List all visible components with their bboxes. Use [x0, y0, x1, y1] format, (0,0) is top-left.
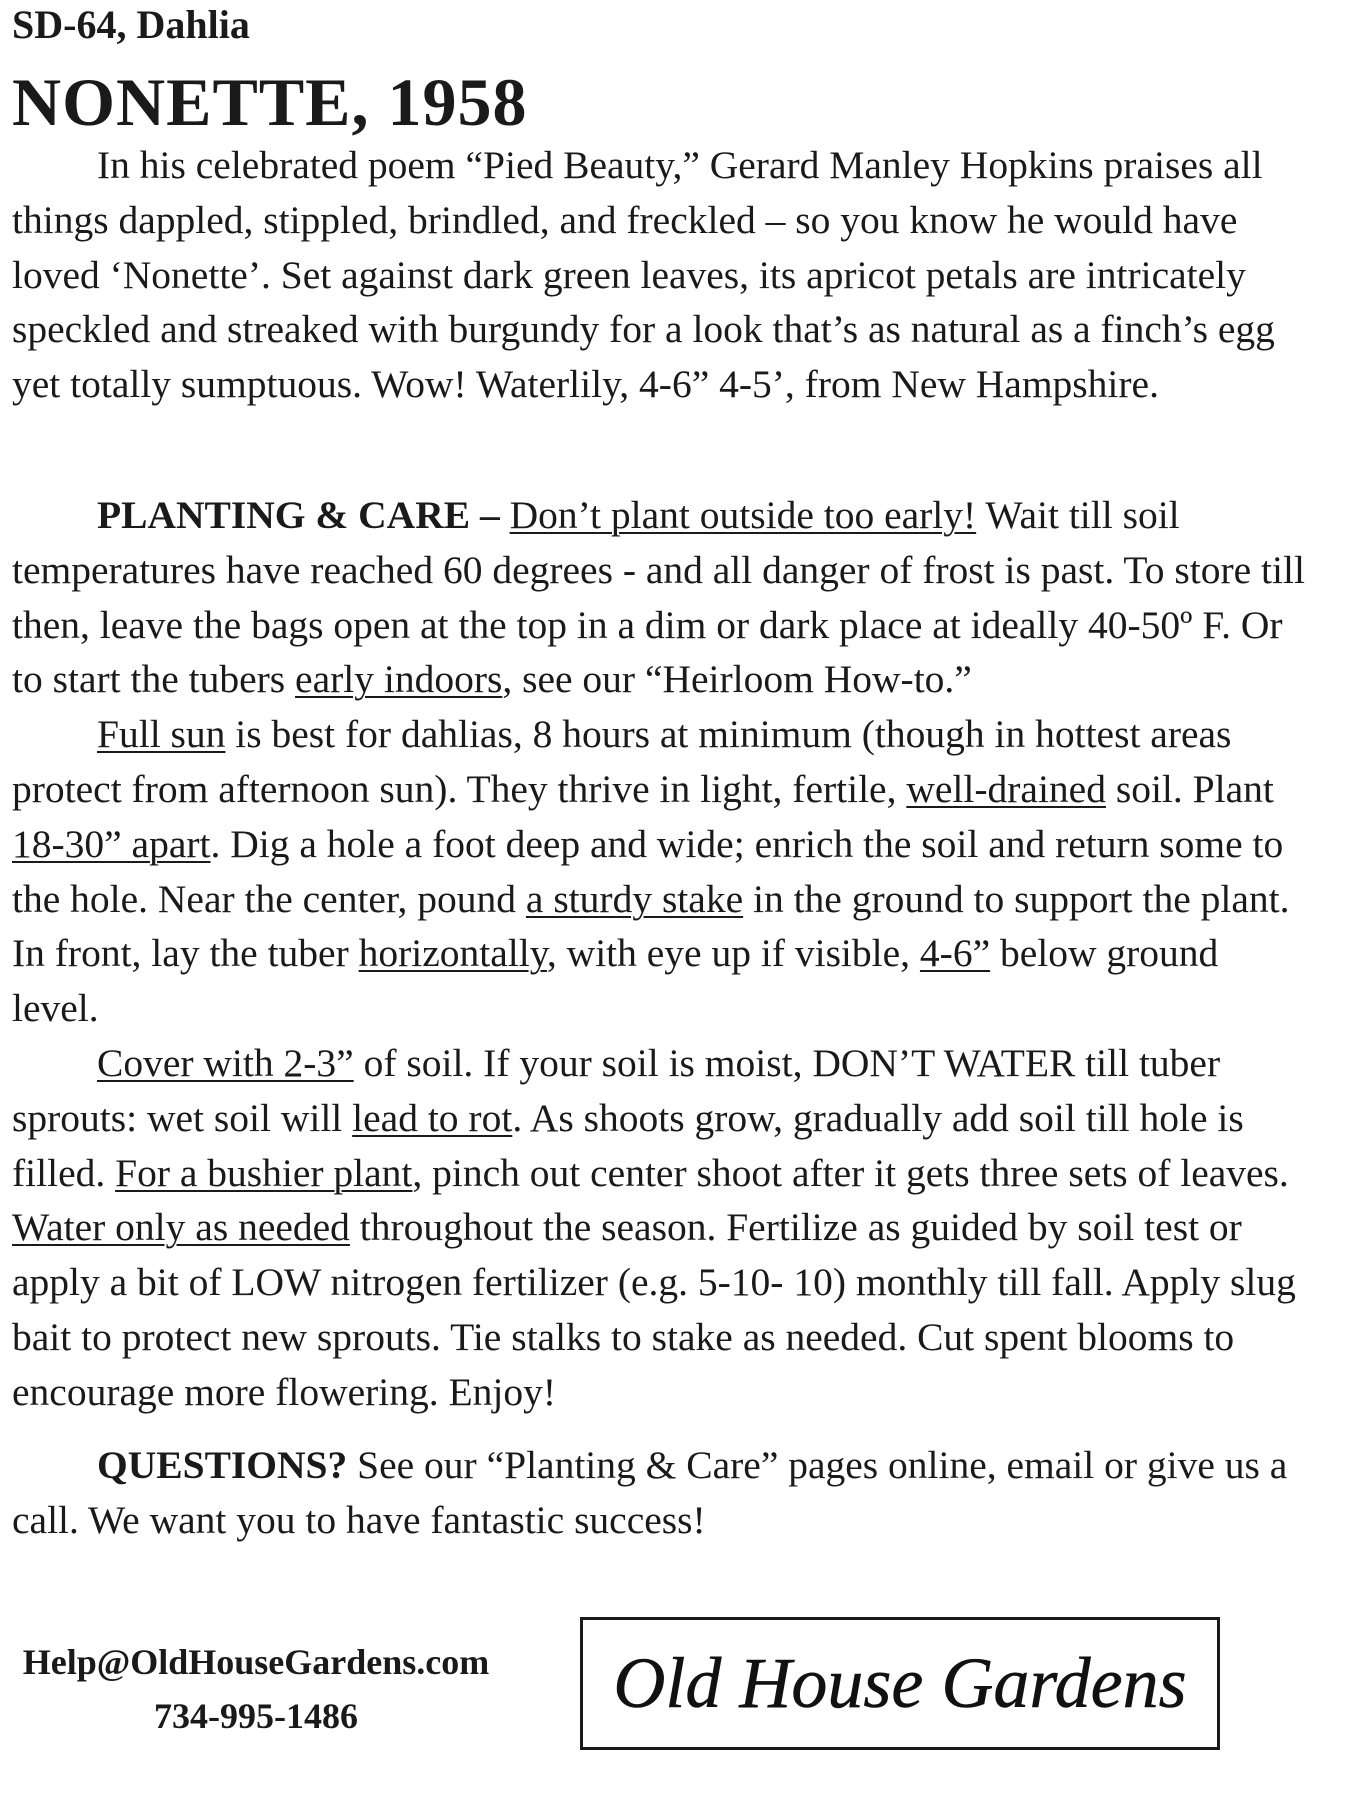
questions-heading: QUESTIONS?: [97, 1443, 348, 1487]
logo-wordmark: [605, 1629, 1195, 1739]
intro-text: In his celebrated poem “Pied Beauty,” Gerard Manley Hopkins praises all things dappled, stippled, brindled, and freckled – so you know he would have loved ‘Nonette’. Set against dark green leaves, its apricot petals are intricately speckled and streaked with burgundy for a look that’s as natural as a finch’s egg yet totally sumptuous. Wow! Waterlily, 4-6” 4-5’, from New Hampshire.: [12, 143, 1275, 407]
contact-email: Help@OldHouseGardens.com: [22, 1642, 490, 1682]
planting-text: of soil. If your soil is moist, DON’T WATER till tuber sprouts: wet soil will: [12, 1040, 1221, 1140]
planting-text: . Dig a hole a foot deep and wide; enrich the soil and return some to the hole. Near the center, pound: [12, 821, 1284, 921]
planting-emphasis: 18-30” apart: [12, 821, 211, 866]
planting-text: below ground level.: [12, 931, 1219, 1031]
planting-care-section: [12, 488, 1312, 1420]
planting-emphasis: 4-6”: [919, 931, 991, 976]
planting-text: , pinch out center shoot after it gets three sets of leaves.: [412, 1150, 1289, 1195]
planting-text: soil. Plant: [1115, 766, 1274, 811]
planting-text: throughout the season. Fertilize as guided by soil test or apply a bit of LOW nitrogen fertilizer (e.g. 5-10- 10) monthly till fall. Apply slug bait to protect new sprouts. Tie stalks to stake as needed. Cut spent blooms to encourage more flowering. Enjoy!: [12, 1205, 1296, 1414]
contact-phone: 734-995-1486: [154, 1696, 358, 1736]
planting-warning: Don’t plant outside too early!: [509, 493, 977, 537]
brand-logo: [580, 1617, 1220, 1750]
planting-emphasis: Water only as needed: [12, 1205, 350, 1250]
planting-emphasis: early indoors: [295, 657, 503, 702]
planting-text: , see our “Heirloom How-to.”: [502, 657, 972, 702]
planting-heading: PLANTING & CARE –: [97, 493, 500, 537]
planting-text: , with eye up if visible,: [546, 931, 911, 976]
planting-emphasis: Cover with 2-3”: [97, 1040, 354, 1085]
variety-title: NONETTE, 1958: [12, 64, 528, 140]
logo-text: Old House Gardens: [613, 1642, 1187, 1723]
questions-paragraph: [12, 1438, 1312, 1548]
planting-text: Wait till soil temperatures have reached 60 degrees - and all danger of frost is past. To store till then, leave the bags open at the top in a dim or dark place at ideally 40-50º F. Or to start the tubers: [12, 493, 1305, 702]
product-code: SD-64, Dahlia: [12, 2, 250, 47]
questions-text: See our “Planting & Care” pages online, email or give us a call. We want you to have fantastic success!: [12, 1443, 1288, 1542]
planting-emphasis: horizontally: [358, 931, 547, 976]
contact-block: [6, 1635, 506, 1743]
planting-emphasis: lead to rot: [352, 1095, 513, 1140]
planting-emphasis: Full sun: [97, 712, 226, 757]
planting-emphasis: well-drained: [906, 766, 1106, 811]
planting-text: is best for dahlias, 8 hours at minimum (though in hottest areas protect from afternoon sun). They thrive in light, fertile,: [12, 712, 1232, 811]
planting-emphasis: a sturdy stake: [525, 876, 744, 921]
planting-emphasis: For a bushier plant: [115, 1150, 413, 1195]
planting-text: in the ground to support the plant. In front, lay the tuber: [12, 876, 1290, 976]
intro-paragraph: [12, 138, 1312, 412]
planting-text: . As shoots grow, gradually add soil till hole is filled.: [12, 1095, 1244, 1195]
